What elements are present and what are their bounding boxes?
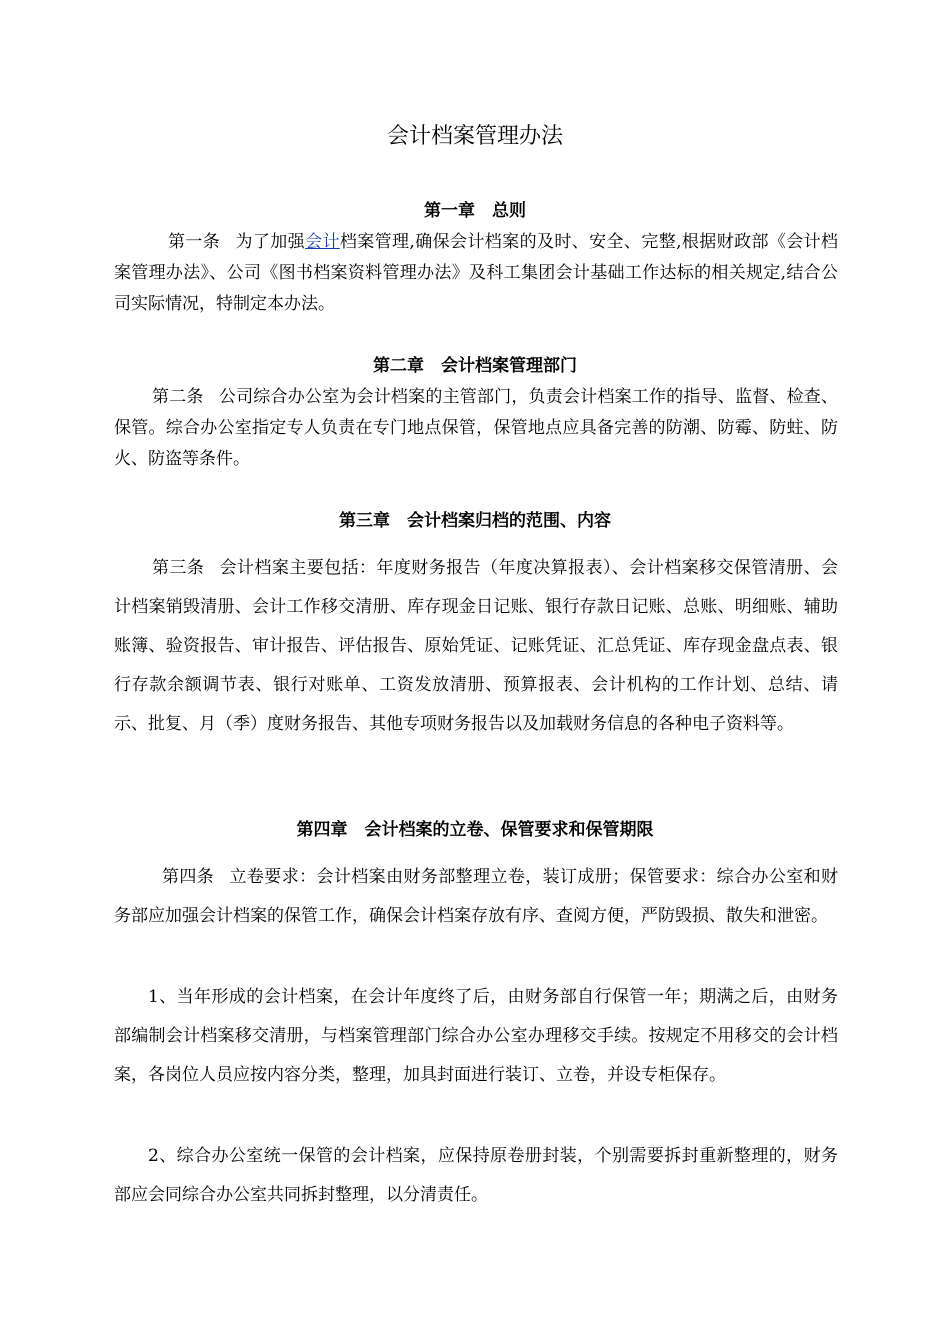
article-1-paragraph [114, 227, 838, 320]
chapter-1-heading: 第一章 总则 [424, 201, 526, 221]
article-3-paragraph [114, 549, 838, 744]
article-1-label: 第一条 [168, 232, 221, 252]
accounting-link[interactable]: 会计 [305, 232, 340, 252]
article-3-text: 会计档案主要包括：年度财务报告（年度决算报表）、会计档案移交保管清册、会计档案销毁清册、会计工作移交清册、库存现金日记账、银行存款日记账、总账、明细账、辅助账簿、验资报告、审计报告、评估报告、原始凭证、记账凭证、汇总凭证、库存现金盘点表、银行存款余额调节表、银行对账单、工资发放清册、预算报表、会计机构的工作计划、总结、请示、批复、月（季）度财务报告、其他专项财务报告以及加载财务信息的各种电子资料等。 [114, 558, 839, 734]
article-2-text: 公司综合办公室为会计档案的主管部门，负责会计档案工作的指导、监督、检查、保管。综合办公室指定专人负责在专门地点保管，保管地点应具备完善的防潮、防霉、防蛀、防火、防盗等条件。 [114, 387, 838, 469]
chapter-3-heading: 第三章 会计档案归档的范围、内容 [339, 511, 611, 531]
article-1-text-after-link: 档案管理,确保会计档案的及时、安全、完整,根据财政部《会计档案管理办法》、公司《图书档案资料管理办法》及科工集团会计基础工作达标的相关规定,结合公司实际情况，特制定本办法。 [114, 232, 839, 314]
article-4-text: 立卷要求：会计档案由财务部整理立卷，装订成册；保管要求：综合办公室和财务部应加强会计档案的保管工作，确保会计档案存放有序、查阅方便，严防毁损、散失和泄密。 [114, 867, 839, 926]
article-3-label: 第三条 [152, 558, 205, 578]
document-title: 会计档案管理办法 [386, 124, 563, 149]
chapter-4-heading: 第四章 会计档案的立卷、保管要求和保管期限 [296, 820, 654, 840]
article-2-paragraph [114, 382, 838, 475]
chapter-2-heading: 第二章 会计档案管理部门 [373, 356, 577, 376]
article-4-item-2: 2、综合办公室统一保管的会计档案，应保持原卷册封装，个别需要拆封重新整理的，财务部应会同综合办公室共同拆封整理，以分清责任。 [114, 1146, 838, 1205]
article-1-text-before-link: 为了加强 [235, 232, 306, 252]
article-4-paragraph [114, 858, 838, 936]
article-2-label: 第二条 [152, 387, 204, 407]
article-4-label: 第四条 [162, 867, 215, 887]
article-4-item-1: 1、当年形成的会计档案，在会计年度终了后，由财务部自行保管一年；期满之后，由财务部编制会计档案移交清册，与档案管理部门综合办公室办理移交手续。按规定不用移交的会计档案，各岗位人员应按内容分类，整理，加具封面进行装订、立卷，并设专柜保存。 [114, 987, 838, 1085]
